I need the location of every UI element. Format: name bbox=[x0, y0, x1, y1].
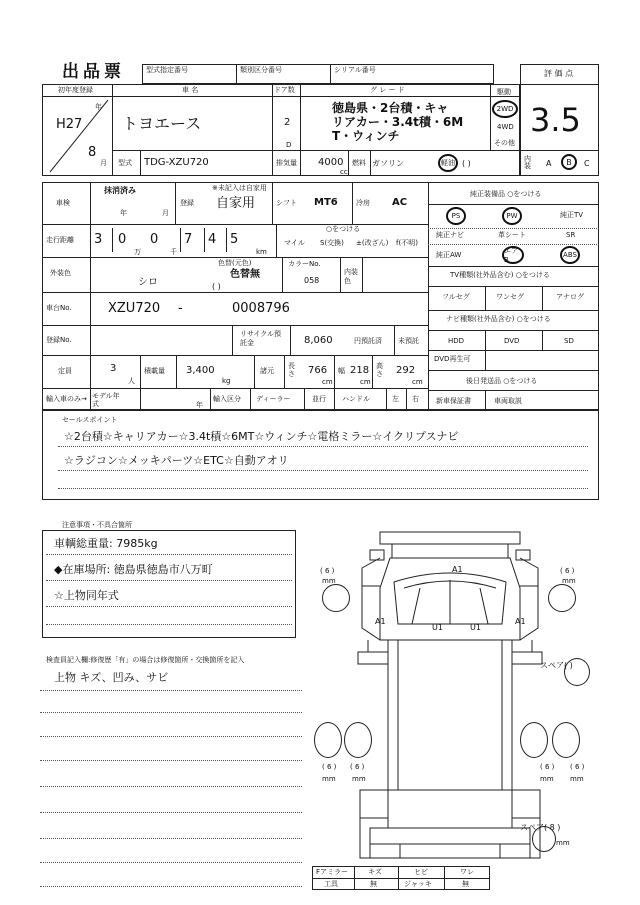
after-warranty: 新車保証書 bbox=[436, 397, 471, 405]
length-label: 長さ bbox=[288, 362, 295, 378]
interior-c: C bbox=[584, 159, 590, 168]
legend-h1: Fアミラー bbox=[316, 868, 349, 876]
legend-r1: 工具 bbox=[324, 880, 338, 888]
import-class-label: 輸入区分 bbox=[213, 395, 241, 403]
first-reg-month: 8 bbox=[88, 145, 97, 160]
right-label: 右 bbox=[412, 395, 419, 403]
equip-pw-circled: PW bbox=[502, 207, 522, 225]
legend-r4: 無 bbox=[462, 880, 469, 888]
recycle-value: 8,060 bbox=[304, 335, 333, 346]
capacity-value: 3 bbox=[110, 363, 117, 374]
after-manual: 車両取説 bbox=[494, 397, 522, 405]
damage-a1-right: A1 bbox=[515, 617, 526, 626]
capacity-label: 定員 bbox=[58, 367, 72, 375]
mile-label: マイル bbox=[284, 239, 305, 247]
tire-fr-value: ( 6 ) bbox=[560, 567, 575, 575]
dims-label: 諸元 bbox=[260, 367, 274, 375]
interior-a: A bbox=[546, 159, 552, 168]
first-reg-year: H27 bbox=[56, 117, 83, 132]
damage-u1-left: U1 bbox=[432, 623, 443, 632]
load-label: 積載量 bbox=[144, 367, 165, 375]
notes-line-1: 車輌総重量: 7985kg bbox=[54, 537, 158, 550]
mileage-d1: 3 bbox=[94, 232, 103, 247]
navi-dvd: DVD bbox=[504, 337, 520, 345]
handle-label: ハンドル bbox=[342, 395, 370, 403]
equip-sr: SR bbox=[566, 231, 576, 239]
header-cert-box bbox=[142, 64, 494, 84]
mileage-d6: 5 bbox=[230, 232, 239, 247]
km-unit: km bbox=[256, 248, 267, 256]
notes-line-2: ◆在庫場所: 徳島県徳島市八万町 bbox=[54, 563, 213, 576]
inspector-line-1: 上物 キズ、凹み、サビ bbox=[54, 671, 169, 684]
ac-label: 冷房 bbox=[356, 199, 370, 207]
fuel-paren: ( ) bbox=[462, 159, 471, 168]
doors-unit: D bbox=[286, 141, 292, 149]
drive-4wd: 4WD bbox=[497, 123, 514, 131]
shift-value: MT6 bbox=[314, 197, 338, 208]
import-label: 輸入車のみ→ bbox=[46, 395, 87, 403]
man-unit: 万 bbox=[134, 248, 141, 256]
reg-note: ※未記入は自家用 bbox=[212, 184, 267, 192]
length-value: 766 bbox=[308, 365, 328, 376]
wheel-rear-l2 bbox=[344, 722, 372, 758]
doors-label: ドア数 bbox=[274, 86, 295, 94]
sales-line-1: ☆2台積☆キャリアカー☆3.4t積☆6MT☆ウィンチ☆電格ミラー☆イクリプスナビ bbox=[64, 430, 459, 443]
left-label: 左 bbox=[392, 395, 399, 403]
fuel-value: ガソリン bbox=[372, 159, 404, 168]
serial-label: シリアル番号 bbox=[334, 66, 376, 74]
model-cert-label: 型式指定番号 bbox=[146, 66, 188, 74]
drive-label: 駆動 bbox=[497, 88, 511, 96]
model-label: 型式 bbox=[118, 159, 132, 167]
mileage-d2: 0 bbox=[118, 232, 127, 247]
dvd-play-label: DVD再生可 bbox=[434, 355, 471, 363]
exterior-value: シロ bbox=[138, 277, 158, 288]
wheel-rear-r2 bbox=[552, 722, 580, 758]
equip-title: 純正装備品 ○をつける bbox=[470, 190, 542, 198]
spare-unit: mm bbox=[556, 839, 570, 847]
tire-rr2-unit: mm bbox=[570, 775, 584, 783]
fuel-light-circled: 軽油 bbox=[438, 154, 458, 172]
odo-exchange: S(交換) bbox=[320, 239, 344, 247]
first-reg-label: 初年度登録 bbox=[58, 86, 93, 94]
after-title: 後日発送品 ○をつける bbox=[466, 377, 538, 385]
drive-other: その他 bbox=[494, 139, 515, 147]
sales-label: セールスポイント bbox=[62, 416, 118, 424]
navi-hdd: HDD bbox=[448, 337, 465, 345]
eval-score: 3.5 bbox=[530, 101, 581, 139]
shift-label: シフト bbox=[276, 199, 297, 207]
car-name-label: 車 名 bbox=[182, 86, 199, 94]
inspector-label: 検査員記入欄:修復歴「有」の場合は修復箇所・交換箇所を記入 bbox=[46, 656, 245, 664]
legend-r2: 無 bbox=[370, 880, 377, 888]
tire-fl-value: ( 6 ) bbox=[320, 567, 335, 575]
tv-fullseg: フルセグ bbox=[442, 293, 470, 301]
load-unit: kg bbox=[222, 377, 231, 385]
sen-unit: 千 bbox=[170, 248, 177, 256]
interior-b-circled: B bbox=[561, 154, 577, 170]
mileage-d5: 4 bbox=[208, 232, 217, 247]
navi-sd: SD bbox=[564, 337, 574, 345]
displacement-label: 排気量 bbox=[276, 159, 297, 167]
chassis-label: 車台No. bbox=[46, 304, 72, 312]
equip-airbag-circled: エアB bbox=[502, 246, 524, 264]
odo-circle-note: ○をつける bbox=[326, 225, 361, 233]
vehicle-diagram bbox=[300, 528, 600, 868]
tire-rr2-value: ( 6 ) bbox=[570, 763, 585, 771]
equip-ps-circled: PS bbox=[446, 207, 466, 225]
recycle-label: リサイクル預託金 bbox=[240, 330, 282, 347]
drive-2wd-circled: 2WD bbox=[492, 100, 518, 118]
equip-aw: 純正AW bbox=[436, 251, 462, 259]
damage-a1-front: A1 bbox=[452, 565, 463, 574]
odo-unknown: f(不明) bbox=[396, 239, 418, 247]
recycle-unit: 円預託済 bbox=[354, 337, 382, 345]
inspection-value: 抹消済み bbox=[104, 186, 136, 195]
length-unit: cm bbox=[322, 378, 333, 386]
reg-type-value: 自家用 bbox=[216, 196, 256, 211]
wheel-rear-l1 bbox=[314, 722, 342, 758]
insp-month-unit: 月 bbox=[162, 209, 169, 217]
wheel-front-left bbox=[322, 584, 350, 612]
inspection-label: 車検 bbox=[56, 199, 70, 207]
fuel-label: 燃料 bbox=[352, 159, 366, 167]
eval-label: 評 価 点 bbox=[544, 69, 574, 78]
odo-tamper: ±(改ざん) bbox=[356, 239, 389, 247]
model-year-label: モデル年式 bbox=[92, 392, 120, 408]
sales-line-2: ☆ラジコン☆メッキパーツ☆ETC☆自動アオリ bbox=[64, 454, 289, 467]
damage-u1-right: U1 bbox=[470, 623, 481, 632]
chassis-number: 0008796 bbox=[232, 301, 290, 316]
interior-label: 内装 bbox=[524, 155, 531, 170]
tv-analog: アナログ bbox=[556, 293, 584, 301]
mileage-d4: 7 bbox=[184, 232, 193, 247]
tire-rl2-unit: mm bbox=[352, 775, 366, 783]
doors-value: 2 bbox=[284, 117, 291, 128]
model-value: TDG-XZU720 bbox=[144, 157, 209, 168]
equip-navi: 純正ナビ bbox=[436, 231, 464, 239]
grade-text: 徳島県・2台積・キャ リアカー・3.4t積・6M T・ウィンチ bbox=[332, 101, 464, 143]
grade-label: グ レ ー ド bbox=[370, 86, 405, 94]
displacement-unit: cc bbox=[340, 168, 348, 176]
displacement-value: 4000 bbox=[318, 157, 344, 168]
year-unit: 年 bbox=[95, 103, 102, 111]
legend-h4: ワレ bbox=[460, 868, 474, 876]
mileage-d3: 0 bbox=[150, 232, 159, 247]
equip-abs-circled: ABS bbox=[560, 246, 580, 264]
tv-title: TV種類(社外品含む) ○をつける bbox=[450, 271, 550, 279]
width-unit: cm bbox=[360, 378, 371, 386]
chassis-dash: - bbox=[178, 301, 183, 316]
width-value: 218 bbox=[350, 365, 370, 376]
tv-oneseg: ワンセグ bbox=[496, 293, 524, 301]
reg-type-label: 登録 bbox=[180, 199, 194, 207]
exterior-label: 外装色 bbox=[50, 269, 71, 277]
tire-rr1-value: ( 6 ) bbox=[540, 763, 555, 771]
legend-r3: ジャッキ bbox=[404, 880, 432, 888]
wheel-rear-r1 bbox=[520, 722, 548, 758]
capacity-unit: 人 bbox=[128, 377, 135, 385]
repaint-paren: ( ) bbox=[212, 282, 221, 291]
damage-a1-left: A1 bbox=[375, 617, 386, 626]
repaint-label: 色替(元色) bbox=[218, 259, 252, 267]
tire-fr-unit: mm bbox=[562, 577, 576, 585]
equip-leather: 革シート bbox=[498, 231, 526, 239]
repaint-value: 色替無 bbox=[230, 269, 260, 280]
chassis-prefix: XZU720 bbox=[108, 301, 161, 316]
height-unit: cm bbox=[412, 378, 423, 386]
car-name: トヨエース bbox=[122, 114, 202, 133]
height-value: 292 bbox=[396, 365, 416, 376]
model-year-unit: 年 bbox=[196, 401, 203, 409]
tire-rl1-unit: mm bbox=[322, 775, 336, 783]
wheel-front-right bbox=[548, 584, 576, 612]
import-class-value: ディーラー bbox=[256, 395, 291, 403]
spare-top-label: スペア( ) bbox=[540, 661, 573, 670]
reg-no-label: 登録No. bbox=[46, 336, 72, 344]
legend-h3: ヒビ bbox=[414, 868, 428, 876]
class-label: 類別区分番号 bbox=[240, 66, 282, 74]
tire-fl-unit: mm bbox=[322, 577, 336, 585]
interior-color-label: 内装色 bbox=[344, 268, 358, 285]
tire-rl1-value: ( 6 ) bbox=[322, 763, 337, 771]
insp-year-unit: 年 bbox=[120, 209, 127, 217]
legend-h2: キズ bbox=[368, 868, 382, 876]
height-label: 高さ bbox=[376, 362, 383, 378]
month-unit: 月 bbox=[100, 159, 107, 167]
equip-tv: 純正TV bbox=[560, 211, 584, 219]
navi-title: ナビ種類(社外品含む) ○をつける bbox=[446, 315, 551, 323]
tire-rr1-unit: mm bbox=[540, 775, 554, 783]
parallel-label: 並行 bbox=[312, 395, 326, 403]
mileage-label: 走行距離 bbox=[46, 236, 74, 244]
color-no-value: 058 bbox=[304, 276, 320, 285]
recycle-pending: 未預託 bbox=[398, 337, 419, 345]
notes-label: 注意事項・不具合箇所 bbox=[62, 521, 132, 529]
page-title: 出品票 bbox=[62, 62, 125, 82]
spare-bottom-label: スペア( 8 ) bbox=[520, 823, 561, 832]
color-no-label: カラーNo. bbox=[288, 260, 321, 268]
width-label: 幅 bbox=[338, 367, 345, 375]
ac-value: AC bbox=[392, 197, 408, 208]
load-value: 3,400 bbox=[186, 365, 215, 376]
tire-rl2-value: ( 6 ) bbox=[350, 763, 365, 771]
notes-line-3: ☆上物同年式 bbox=[54, 589, 119, 602]
